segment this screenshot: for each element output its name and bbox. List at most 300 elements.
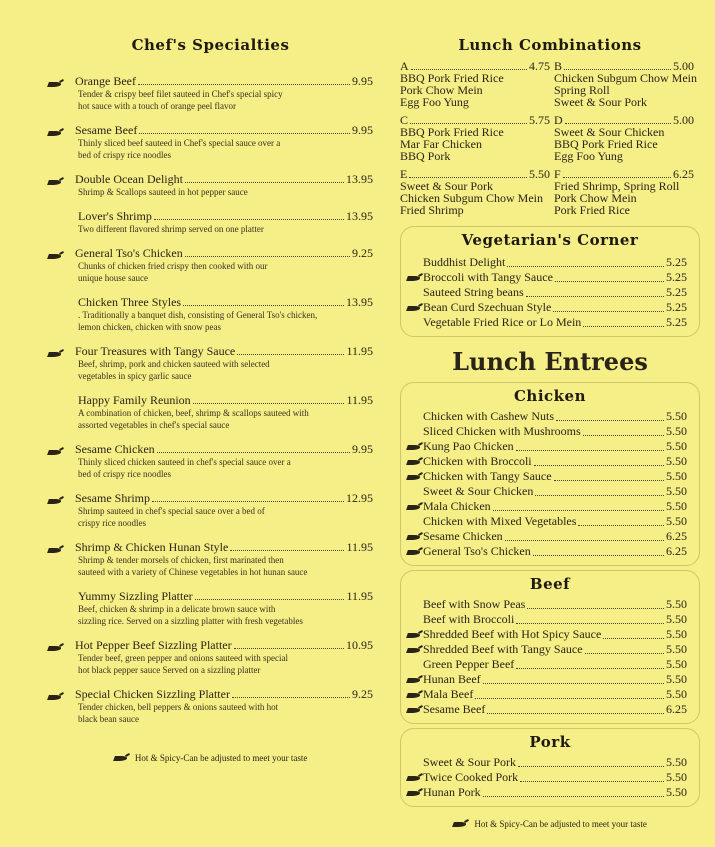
combination-letter: E xyxy=(400,167,408,181)
menu-item-price: 6.25 xyxy=(666,544,687,558)
beef-menu-item xyxy=(407,627,687,642)
specialty-name: Sesame Shrimp xyxy=(75,491,150,505)
menu-item-price: 5.25 xyxy=(666,270,687,284)
veg-menu-item xyxy=(407,270,687,285)
beef-menu-item xyxy=(407,642,687,657)
dot-leader xyxy=(493,510,664,511)
specialty-item xyxy=(48,589,373,627)
combination-item: Sweet & Sour Chicken xyxy=(554,125,665,139)
dot-leader xyxy=(185,182,344,183)
specialty-item xyxy=(48,540,373,578)
combination-c xyxy=(400,114,550,162)
dot-leader xyxy=(533,555,664,556)
pork-menu-item xyxy=(407,755,687,770)
specialty-description: A combination of chicken, beef, shrimp & scallops sauteed with xyxy=(78,408,309,418)
specialty-line xyxy=(48,246,373,260)
hot-pepper-icon xyxy=(407,549,423,556)
specialty-description: Shrimp & tender morsels of chicken, first marinated then xyxy=(78,555,284,565)
lunch-combinations-title: Lunch Combinations xyxy=(458,36,642,54)
specialty-price: 9.25 xyxy=(352,687,373,701)
dot-leader xyxy=(195,599,345,600)
icon-slot xyxy=(407,544,423,559)
right-footer-note xyxy=(400,819,700,829)
combination-item: Chicken Subgum Chow Mein xyxy=(554,71,697,85)
dot-leader xyxy=(507,266,664,267)
hot-pepper-icon xyxy=(48,498,64,505)
menu-item-price: 5.50 xyxy=(666,409,687,423)
right-footer-note-text: Hot & Spicy-Can be adjusted to meet your taste xyxy=(474,819,647,829)
specialty-item xyxy=(48,209,373,235)
icon-slot xyxy=(407,687,423,702)
icon-slot xyxy=(407,469,423,484)
menu-item-price: 6.25 xyxy=(666,529,687,543)
specialty-price: 11.95 xyxy=(346,589,373,603)
combination-item: Pork Chow Mein xyxy=(400,83,483,97)
specialty-name: Yummy Sizzling Platter xyxy=(78,589,193,603)
specialty-description: Tender beef, green pepper and onions sauteed with special xyxy=(78,653,289,663)
menu-item-name: Vegetable Fried Rice or Lo Mein xyxy=(423,315,582,329)
hot-pepper-icon xyxy=(407,534,423,541)
menu-item-price: 5.50 xyxy=(666,514,687,528)
hot-pepper-icon xyxy=(453,821,469,828)
beef-list xyxy=(407,597,687,717)
specialty-line xyxy=(48,442,373,456)
menu-item-name: Chicken with Tangy Sauce xyxy=(423,469,552,483)
menu-item-name: Sweet & Sour Chicken xyxy=(423,484,534,498)
menu-item-name: Broccoli with Tangy Sauce xyxy=(423,270,553,284)
menu-item-price: 5.50 xyxy=(666,612,687,626)
hot-pepper-icon xyxy=(407,305,423,312)
lunch-entrees-title: Lunch Entrees xyxy=(452,347,648,376)
icon-slot xyxy=(407,785,423,800)
chicken-title: Chicken xyxy=(513,387,587,405)
chicken-menu-item xyxy=(407,514,687,529)
dot-leader xyxy=(583,435,664,436)
specialty-description: unique house sauce xyxy=(78,273,148,283)
specialty-price: 9.25 xyxy=(352,246,373,260)
specialty-price: 9.95 xyxy=(352,74,373,88)
specialty-description: Thinly sliced beef sauteed in Chef's special sauce over a xyxy=(78,138,281,148)
menu-item-name: Sesame Chicken xyxy=(423,529,503,543)
dot-leader xyxy=(234,648,344,649)
combination-price: 5.00 xyxy=(673,113,694,127)
specialty-item xyxy=(48,687,373,725)
combination-item: BBQ Pork xyxy=(400,149,451,163)
dot-leader xyxy=(483,796,664,797)
pork-box xyxy=(400,728,700,807)
combination-item: Sweet & Sour Pork xyxy=(400,179,493,193)
combination-f xyxy=(554,168,694,216)
dot-leader xyxy=(193,403,345,404)
dot-leader xyxy=(138,84,350,85)
hot-pepper-icon xyxy=(407,692,423,699)
specialty-line xyxy=(48,172,373,186)
specialty-name: Sesame Chicken xyxy=(75,442,155,456)
menu-item-name: Beef with Broccoli xyxy=(423,612,515,626)
hot-pepper-icon xyxy=(48,179,64,186)
combination-price: 6.25 xyxy=(673,167,694,181)
combination-item: Sweet & Sour Pork xyxy=(554,95,647,109)
specialty-line xyxy=(48,491,373,505)
dot-leader xyxy=(526,296,664,297)
menu-item-price: 5.50 xyxy=(666,755,687,769)
menu-item-name: Green Pepper Beef xyxy=(423,657,515,671)
specialty-price: 11.95 xyxy=(346,393,373,407)
dot-leader xyxy=(583,326,664,327)
specialty-line xyxy=(48,638,373,652)
vegetarian-title: Vegetarian's Corner xyxy=(461,231,639,249)
specialty-line xyxy=(48,123,373,137)
dot-leader xyxy=(230,550,344,551)
dot-leader xyxy=(483,683,664,684)
dot-leader xyxy=(518,766,664,767)
menu-item-price: 5.50 xyxy=(666,484,687,498)
specialty-description: Shrimp sauteed in chef's special sauce over a bed of xyxy=(78,506,265,516)
specialty-description: Beef, shrimp, pork and chicken sauteed with selected xyxy=(78,359,270,369)
specialty-name: Special Chicken Sizzling Platter xyxy=(75,687,230,701)
chicken-box xyxy=(400,382,700,566)
hot-pepper-icon xyxy=(48,645,64,652)
menu-item-price: 5.50 xyxy=(666,499,687,513)
specialty-item xyxy=(48,74,373,112)
specialties-list xyxy=(48,74,373,725)
menu-item-name: Sesame Beef xyxy=(423,702,486,716)
dot-leader xyxy=(516,668,664,669)
combination-item: Chicken Subgum Chow Mein xyxy=(400,191,543,205)
menu-item-name: Mala Beef xyxy=(423,687,474,701)
dot-leader xyxy=(154,219,344,220)
specialty-name: Lover's Shrimp xyxy=(78,209,152,223)
menu-item-price: 5.25 xyxy=(666,255,687,269)
dot-leader xyxy=(152,501,344,502)
combination-a xyxy=(400,60,550,108)
chicken-menu-item xyxy=(407,544,687,559)
menu-item-name: Chicken with Mixed Vegetables xyxy=(423,514,577,528)
specialty-price: 11.95 xyxy=(346,344,373,358)
combination-item: BBQ Pork Fried Rice xyxy=(400,125,504,139)
dot-leader xyxy=(534,465,664,466)
menu-item-price: 5.50 xyxy=(666,469,687,483)
specialty-price: 13.95 xyxy=(346,295,373,309)
icon-slot xyxy=(407,702,423,717)
specialty-name: Happy Family Reunion xyxy=(78,393,191,407)
dot-leader xyxy=(516,623,664,624)
chicken-menu-item xyxy=(407,469,687,484)
chicken-menu-item xyxy=(407,439,687,454)
menu-item-name: Hunan Beef xyxy=(423,672,481,686)
specialty-description: Tender chicken, bell peppers & onions sauteed with hot xyxy=(78,702,279,712)
dot-leader xyxy=(585,653,664,654)
specialty-description: Two different flavored shrimp served on one platter xyxy=(78,224,264,234)
menu-item-price: 5.50 xyxy=(666,424,687,438)
menu-item-name: Beef with Snow Peas xyxy=(423,597,526,611)
icon-slot xyxy=(407,642,423,657)
hot-pepper-icon xyxy=(407,275,423,282)
hot-pepper-icon xyxy=(48,253,64,260)
combination-item: Spring Roll xyxy=(554,83,610,97)
specialty-description: Tender & crispy beef filet sauteed in Chef's special spicy xyxy=(78,89,283,99)
veg-menu-item xyxy=(407,300,687,315)
hot-pepper-icon xyxy=(48,694,64,701)
specialty-item xyxy=(48,295,373,333)
hot-pepper-icon xyxy=(407,647,423,654)
combination-e xyxy=(400,168,550,216)
combination-item: Fried Shrimp, Spring Roll xyxy=(554,179,680,193)
beef-menu-item xyxy=(407,597,687,612)
combination-price: 4.75 xyxy=(529,59,550,73)
veg-menu-item xyxy=(407,255,687,270)
specialty-item xyxy=(48,393,373,431)
specialty-line xyxy=(48,687,373,701)
beef-menu-item xyxy=(407,687,687,702)
specialty-description: . Traditionally a banquet dish, consisting of General Tso's chicken, xyxy=(78,310,318,320)
dot-leader xyxy=(411,69,527,70)
vegetarian-box xyxy=(400,226,700,337)
combinations-grid xyxy=(400,60,700,216)
menu-item-price: 6.25 xyxy=(666,702,687,716)
specialty-name: General Tso's Chicken xyxy=(75,246,183,260)
chicken-menu-item xyxy=(407,529,687,544)
menu-item-name: Bean Curd Szechuan Style xyxy=(423,300,552,314)
hot-pepper-icon xyxy=(114,755,130,762)
pork-list xyxy=(407,755,687,800)
chicken-menu-item xyxy=(407,424,687,439)
dot-leader xyxy=(409,177,527,178)
hot-pepper-icon xyxy=(48,351,64,358)
menu-item-name: Twice Cooked Pork xyxy=(423,770,519,784)
specialty-description: Chunks of chicken fried crispy then cooked with our xyxy=(78,261,268,271)
specialty-line xyxy=(48,589,373,603)
specialty-description: Beef, chicken & shrimp in a delicate brown sauce with xyxy=(78,604,276,614)
specialty-item xyxy=(48,442,373,480)
specialty-name: Hot Pepper Beef Sizzling Platter xyxy=(75,638,232,652)
specialty-description: lemon chicken, chicken with snow peas xyxy=(78,322,221,332)
specialty-line xyxy=(48,74,373,88)
combination-letter: C xyxy=(400,113,409,127)
combination-price: 5.00 xyxy=(673,59,694,73)
specialty-item xyxy=(48,491,373,529)
specialty-name: Sesame Beef xyxy=(75,123,138,137)
combination-letter: B xyxy=(554,59,563,73)
menu-item-name: Chicken with Broccoli xyxy=(423,454,532,468)
hot-pepper-icon xyxy=(407,444,423,451)
specialty-description: Thinly sliced chicken sauteed in chef's special sauce over a xyxy=(78,457,291,467)
left-footer-note xyxy=(48,753,373,763)
specialty-description: Shrimp & Scallops sauteed in hot pepper sauce xyxy=(78,187,248,197)
specialty-price: 13.95 xyxy=(346,209,373,223)
chefs-specialties-column xyxy=(48,36,373,763)
specialty-line xyxy=(48,393,373,407)
dot-leader xyxy=(505,540,664,541)
specialty-price: 9.95 xyxy=(352,442,373,456)
specialty-description: sizzling rice. Served on a sizzling platter with fresh vegetables xyxy=(78,616,303,626)
lunch-column xyxy=(400,36,700,829)
menu-item-name: Buddhist Delight xyxy=(423,255,506,269)
icon-slot xyxy=(407,300,423,315)
menu-item-price: 5.50 xyxy=(666,439,687,453)
combination-item: Egg Foo Yung xyxy=(554,149,623,163)
menu-item-price: 5.50 xyxy=(666,657,687,671)
specialty-name: Chicken Three Styles xyxy=(78,295,182,309)
specialty-price: 12.95 xyxy=(346,491,373,505)
dot-leader xyxy=(554,480,664,481)
combination-item: Pork Fried Rice xyxy=(554,203,630,217)
menu-item-price: 5.50 xyxy=(666,687,687,701)
dot-leader xyxy=(565,123,671,124)
pork-title: Pork xyxy=(529,733,571,751)
specialty-description: black bean sauce xyxy=(78,714,139,724)
specialty-line xyxy=(48,344,373,358)
hot-pepper-icon xyxy=(407,632,423,639)
dot-leader xyxy=(232,697,350,698)
menu-item-price: 5.25 xyxy=(666,300,687,314)
chicken-list xyxy=(407,409,687,559)
menu-item-name: General Tso's Chicken xyxy=(423,544,531,558)
dot-leader xyxy=(516,450,664,451)
specialty-item xyxy=(48,172,373,198)
menu-item-price: 5.50 xyxy=(666,785,687,799)
hot-pepper-icon xyxy=(407,707,423,714)
specialty-price: 11.95 xyxy=(346,540,373,554)
hot-pepper-icon xyxy=(48,81,64,88)
specialty-name: Double Ocean Delight xyxy=(75,172,183,186)
menu-item-name: Mala Chicken xyxy=(423,499,491,513)
vegetarian-list xyxy=(407,255,687,330)
combination-item: Pork Chow Mein xyxy=(554,191,637,205)
dot-leader xyxy=(183,305,344,306)
specialty-line xyxy=(48,540,373,554)
specialty-item xyxy=(48,344,373,382)
combination-item: BBQ Pork Fried Rice xyxy=(554,137,658,151)
dot-leader xyxy=(410,123,527,124)
specialty-item xyxy=(48,246,373,284)
menu-item-name: Chicken with Cashew Nuts xyxy=(423,409,554,423)
specialty-name: Shrimp & Chicken Hunan Style xyxy=(75,540,229,554)
specialty-description: vegetables in spicy garlic sauce xyxy=(78,371,192,381)
combination-letter: D xyxy=(554,113,563,127)
dot-leader xyxy=(535,495,664,496)
dot-leader xyxy=(157,452,350,453)
icon-slot xyxy=(407,770,423,785)
specialty-price: 9.95 xyxy=(352,123,373,137)
dot-leader xyxy=(556,420,664,421)
icon-slot xyxy=(407,439,423,454)
menu-item-price: 5.25 xyxy=(666,315,687,329)
hot-pepper-icon xyxy=(407,504,423,511)
chicken-menu-item xyxy=(407,499,687,514)
dot-leader xyxy=(475,698,664,699)
icon-slot xyxy=(407,672,423,687)
pork-menu-item xyxy=(407,785,687,800)
menu-item-name: Sauteed String beans xyxy=(423,285,524,299)
dot-leader xyxy=(578,525,664,526)
dot-leader xyxy=(564,69,671,70)
dot-leader xyxy=(237,354,344,355)
hot-pepper-icon xyxy=(407,677,423,684)
beef-menu-item xyxy=(407,702,687,717)
specialty-description: bed of crispy rice noodles xyxy=(78,469,171,479)
combination-letter: F xyxy=(554,167,561,181)
menu-item-price: 5.25 xyxy=(666,285,687,299)
beef-menu-item xyxy=(407,657,687,672)
specialty-line xyxy=(48,295,373,309)
hot-pepper-icon xyxy=(407,459,423,466)
hot-pepper-icon xyxy=(407,775,423,782)
hot-pepper-icon xyxy=(407,474,423,481)
dot-leader xyxy=(553,311,664,312)
dot-leader xyxy=(603,638,664,639)
menu-item-name: Shredded Beef with Tangy Sauce xyxy=(423,642,583,656)
specialty-description: hot black pepper sauce Served on a sizzling platter xyxy=(78,665,261,675)
menu-item-price: 5.50 xyxy=(666,597,687,611)
dot-leader xyxy=(563,177,671,178)
menu-item-name: Sweet & Sour Pork xyxy=(423,755,516,769)
beef-menu-item xyxy=(407,672,687,687)
hot-pepper-icon xyxy=(407,790,423,797)
specialty-description: sauteed with a variety of Chinese vegetables in hot hunan sauce xyxy=(78,567,308,577)
specialty-item xyxy=(48,638,373,676)
menu-item-name: Shredded Beef with Hot Spicy Sauce xyxy=(423,627,602,641)
menu-item-price: 5.50 xyxy=(666,672,687,686)
chicken-menu-item xyxy=(407,409,687,424)
beef-menu-item xyxy=(407,612,687,627)
chicken-menu-item xyxy=(407,484,687,499)
specialty-description: crispy rice noodles xyxy=(78,518,146,528)
veg-menu-item xyxy=(407,315,687,330)
combination-item: Egg Foo Yung xyxy=(400,95,469,109)
dot-leader xyxy=(555,281,664,282)
beef-title: Beef xyxy=(529,575,571,593)
specialty-description: bed of crispy rice noodles xyxy=(78,150,171,160)
menu-item-price: 5.50 xyxy=(666,642,687,656)
menu-item-price: 5.50 xyxy=(666,627,687,641)
combination-item: Mar Far Chicken xyxy=(400,137,482,151)
hot-pepper-icon xyxy=(48,547,64,554)
combination-d xyxy=(554,114,694,162)
menu-item-name: Hunan Pork xyxy=(423,785,481,799)
combination-price: 5.75 xyxy=(529,113,550,127)
pork-menu-item xyxy=(407,770,687,785)
dot-leader xyxy=(185,256,350,257)
dot-leader xyxy=(139,133,350,134)
icon-slot xyxy=(407,627,423,642)
icon-slot xyxy=(407,454,423,469)
beef-box xyxy=(400,570,700,724)
specialty-name: Orange Beef xyxy=(75,74,136,88)
menu-item-price: 5.50 xyxy=(666,454,687,468)
specialty-price: 10.95 xyxy=(346,638,373,652)
veg-menu-item xyxy=(407,285,687,300)
combination-price: 5.50 xyxy=(529,167,550,181)
specialty-price: 13.95 xyxy=(346,172,373,186)
menu-item-name: Kung Pao Chicken xyxy=(423,439,514,453)
combination-letter: A xyxy=(400,59,409,73)
specialty-line xyxy=(48,209,373,223)
dot-leader xyxy=(487,713,664,714)
specialty-name: Four Treasures with Tangy Sauce xyxy=(75,344,236,358)
combination-item: BBQ Pork Fried Rice xyxy=(400,71,504,85)
menu-item-price: 5.50 xyxy=(666,770,687,784)
dot-leader xyxy=(520,781,664,782)
icon-slot xyxy=(407,529,423,544)
specialty-description: assorted vegetables in chef's special sauce xyxy=(78,420,230,430)
icon-slot xyxy=(407,499,423,514)
chicken-menu-item xyxy=(407,454,687,469)
chefs-specialties-title: Chef's Specialties xyxy=(131,36,290,54)
left-footer-note-text: Hot & Spicy-Can be adjusted to meet your taste xyxy=(134,753,308,763)
specialty-item xyxy=(48,123,373,161)
hot-pepper-icon xyxy=(48,130,64,137)
